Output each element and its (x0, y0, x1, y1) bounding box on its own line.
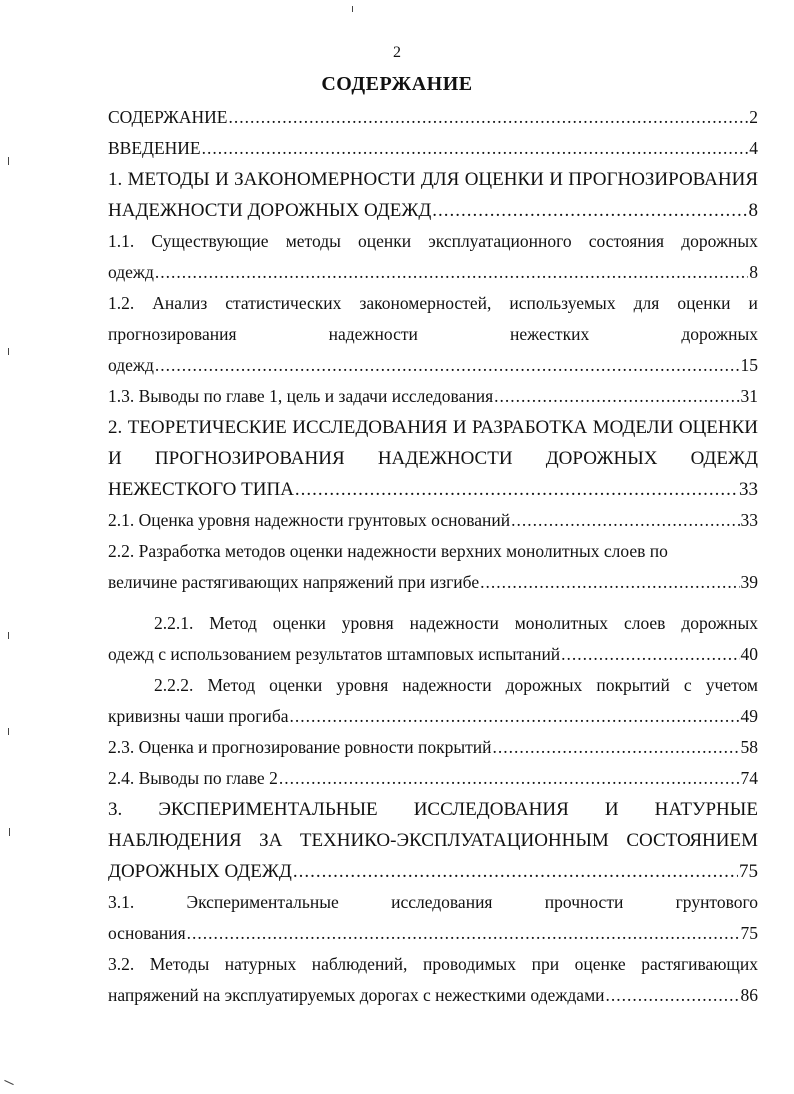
toc-word: прочности (544, 892, 624, 912)
toc-page-number: 33 (740, 510, 758, 530)
toc-word: эксплуатационного (428, 231, 572, 251)
leader-dots (480, 567, 739, 598)
toc-entry-title: одежд с использованием результатов штамповых испытаний (108, 644, 561, 664)
toc-word: Экспериментальные (186, 892, 339, 912)
scan-artifact-mark (8, 157, 9, 165)
toc-word: и (748, 293, 758, 313)
toc-entry-chapter-3[interactable] (108, 794, 758, 887)
leader-dots (492, 732, 739, 763)
toc-entry-title: ВВЕДЕНИЕ (108, 138, 201, 158)
toc-entry-2-4[interactable] (108, 763, 758, 794)
toc-entry-chapter-2[interactable] (108, 412, 758, 505)
toc-page-number: 33 (739, 479, 758, 500)
toc-page-number: 4 (749, 138, 758, 158)
toc-page-number: 15 (740, 355, 758, 375)
scan-artifact-mark (352, 6, 353, 12)
toc-word: дорожных (681, 324, 758, 344)
toc-entry-2-1[interactable] (108, 505, 758, 536)
toc-word: состояния (588, 231, 665, 251)
leader-dots (279, 763, 740, 794)
leader-dots (228, 102, 748, 133)
toc-word: прогнозирования (108, 324, 237, 344)
toc-entry-contents[interactable] (108, 102, 758, 133)
toc-entry-1-1[interactable] (108, 226, 758, 288)
toc-word: И (604, 799, 619, 820)
toc-word: ИССЛЕДОВАНИЯ (292, 417, 448, 438)
toc-word: И (549, 169, 563, 190)
toc-entry-title-line (108, 443, 758, 474)
toc-word: 3. (108, 799, 123, 820)
toc-page-number: 39 (740, 572, 758, 592)
toc-entry-title: одежд (108, 355, 154, 375)
toc-word: ОЦЕНКИ (464, 169, 544, 190)
toc-word: для (633, 293, 660, 313)
toc-entry-title: величине растягивающих напряжений при изгибе (108, 572, 480, 592)
toc-entry-title-line (108, 226, 758, 257)
toc-word: закономерностей, (359, 293, 492, 313)
toc-page-number: 75 (740, 923, 758, 943)
toc-word: НАДЕЖНОСТИ (377, 448, 513, 469)
scan-artifact-mark (4, 1080, 13, 1085)
leader-dots (202, 133, 749, 164)
toc-word: ОДЕЖД (690, 448, 758, 469)
toc-word: 1.2. (108, 293, 135, 313)
toc-entry-title: одежд (108, 262, 154, 282)
toc-page-number: 74 (740, 768, 758, 788)
toc-entry-3-2[interactable] (108, 949, 758, 1011)
toc-entry-title-line (108, 825, 758, 856)
toc-entry-title: кривизны чаши прогиба (108, 706, 289, 726)
toc-word: оценки (677, 293, 731, 313)
toc-entry-title-line: 2.2.2. Метод оценки уровня надежности дорожных покрытий с учетом (154, 675, 758, 695)
leader-dots (155, 257, 748, 288)
toc-word: ЭКСПЕРИМЕНТАЛЬНЫЕ (158, 799, 378, 820)
toc-entry-title-line (108, 794, 758, 825)
toc-page-number: 31 (740, 386, 758, 406)
toc-page-number: 86 (740, 985, 758, 1005)
toc-entry-title: 1.3. Выводы по главе 1, цель и задачи исследования (108, 386, 494, 406)
table-of-contents (108, 102, 758, 1011)
toc-entry-3-1[interactable] (108, 887, 758, 949)
toc-entry-title-line: 3.2. Методы натурных наблюдений, проводимых при оценке растягивающих (108, 954, 758, 974)
leader-dots (432, 195, 747, 226)
toc-word: надежности (328, 324, 418, 344)
toc-word: исследования (391, 892, 493, 912)
toc-entry-chapter-1[interactable] (108, 164, 758, 226)
leader-dots (293, 856, 738, 887)
toc-word: СОСТОЯНИЕМ (626, 830, 758, 851)
toc-word: нежестких (509, 324, 590, 344)
toc-page-number: 58 (740, 737, 758, 757)
toc-entry-title: НАДЕЖНОСТИ ДОРОЖНЫХ ОДЕЖД (108, 200, 432, 221)
leader-dots (290, 701, 740, 732)
toc-entry-title: НЕЖЕСТКОГО ТИПА (108, 479, 294, 500)
toc-entry-title-line (108, 288, 758, 319)
toc-word: И (108, 448, 122, 469)
scan-artifact-mark (8, 348, 9, 355)
toc-word: И (452, 417, 467, 438)
toc-entry-1-3[interactable] (108, 381, 758, 412)
leader-dots (187, 918, 740, 949)
toc-entry-introduction[interactable] (108, 133, 758, 164)
toc-entry-2-2[interactable] (108, 536, 758, 598)
toc-word: 3.1. (108, 892, 135, 912)
leader-dots (494, 381, 739, 412)
toc-word: НАТУРНЫЕ (654, 799, 758, 820)
toc-entry-title: 2.3. Оценка и прогнозирование ровности покрытий (108, 737, 492, 757)
toc-entry-2-3[interactable] (108, 732, 758, 763)
toc-word: Существующие (151, 231, 269, 251)
toc-entry-title: 2.1. Оценка уровня надежности грунтовых оснований (108, 510, 511, 530)
scan-artifact-mark (8, 728, 9, 735)
toc-word: 1.1. (108, 231, 135, 251)
toc-word: ТЕОРЕТИЧЕСКИЕ (127, 417, 287, 438)
toc-entry-title: 2.4. Выводы по главе 2 (108, 768, 278, 788)
leader-dots (561, 639, 739, 670)
toc-word: оценки (357, 231, 412, 251)
leader-dots (295, 474, 738, 505)
toc-word: дорожных (681, 231, 758, 251)
toc-word: Анализ (152, 293, 208, 313)
toc-word: грунтового (675, 892, 758, 912)
toc-entry-title: основания (108, 923, 186, 943)
toc-page-number: 8 (749, 262, 758, 282)
toc-page-number: 49 (740, 706, 758, 726)
page-title: СОДЕРЖАНИЕ (321, 73, 473, 95)
scan-artifact-mark (9, 828, 10, 836)
leader-dots (606, 980, 740, 1011)
toc-entry-title-line (108, 164, 758, 195)
toc-page-number: 2 (749, 107, 758, 127)
toc-entry-title-line (108, 412, 758, 443)
toc-entry-title: напряжений на эксплуатируемых дорогах с нежесткими одеждами (108, 985, 605, 1005)
toc-page-number: 8 (748, 200, 758, 221)
toc-word: методы (285, 231, 341, 251)
toc-word: ОЦЕНКИ (678, 417, 758, 438)
toc-entry-2-2-1[interactable] (108, 608, 758, 670)
toc-entry-title-line (108, 887, 758, 918)
toc-entry-title-line: 2.2.1. Метод оценки уровня надежности монолитных слоев дорожных (154, 613, 758, 633)
toc-word: ЗАКОНОМЕРНОСТИ (234, 169, 416, 190)
toc-word: 2. (108, 417, 123, 438)
toc-page-number: 40 (740, 644, 758, 664)
toc-entry-title-line: 2.2. Разработка методов оценки надежности верхних монолитных слоев по (108, 541, 668, 561)
toc-word: ПРОГНОЗИРОВАНИЯ (154, 448, 345, 469)
toc-entry-2-2-2[interactable] (108, 670, 758, 732)
toc-entry-1-2[interactable] (108, 288, 758, 381)
toc-word: МЕТОДЫ (127, 169, 210, 190)
toc-word: ЗА (259, 830, 283, 851)
leader-dots (155, 350, 740, 381)
toc-word: РАЗРАБОТКА (472, 417, 588, 438)
toc-word: ИССЛЕДОВАНИЯ (413, 799, 569, 820)
scan-artifact-mark (8, 632, 9, 639)
toc-word: ПРОГНОЗИРОВАНИЯ (568, 169, 758, 190)
toc-word: НАБЛЮДЕНИЯ (108, 830, 242, 851)
toc-word: МОДЕЛИ (592, 417, 674, 438)
page-number: 2 (393, 44, 401, 61)
toc-word: ДОРОЖНЫХ (545, 448, 658, 469)
toc-word: ДЛЯ (420, 169, 460, 190)
toc-entry-title: СОДЕРЖАНИЕ (108, 107, 228, 127)
toc-word: И (215, 169, 229, 190)
toc-page-number: 75 (739, 861, 758, 882)
toc-word: ТЕХНИКО-ЭКСПЛУАТАЦИОННЫМ (299, 830, 609, 851)
toc-entry-title-line (108, 319, 758, 350)
toc-word: используемых (509, 293, 616, 313)
toc-word: статистических (225, 293, 342, 313)
toc-word: 1. (108, 169, 123, 190)
toc-entry-title: ДОРОЖНЫХ ОДЕЖД (108, 861, 292, 882)
leader-dots (511, 505, 739, 536)
